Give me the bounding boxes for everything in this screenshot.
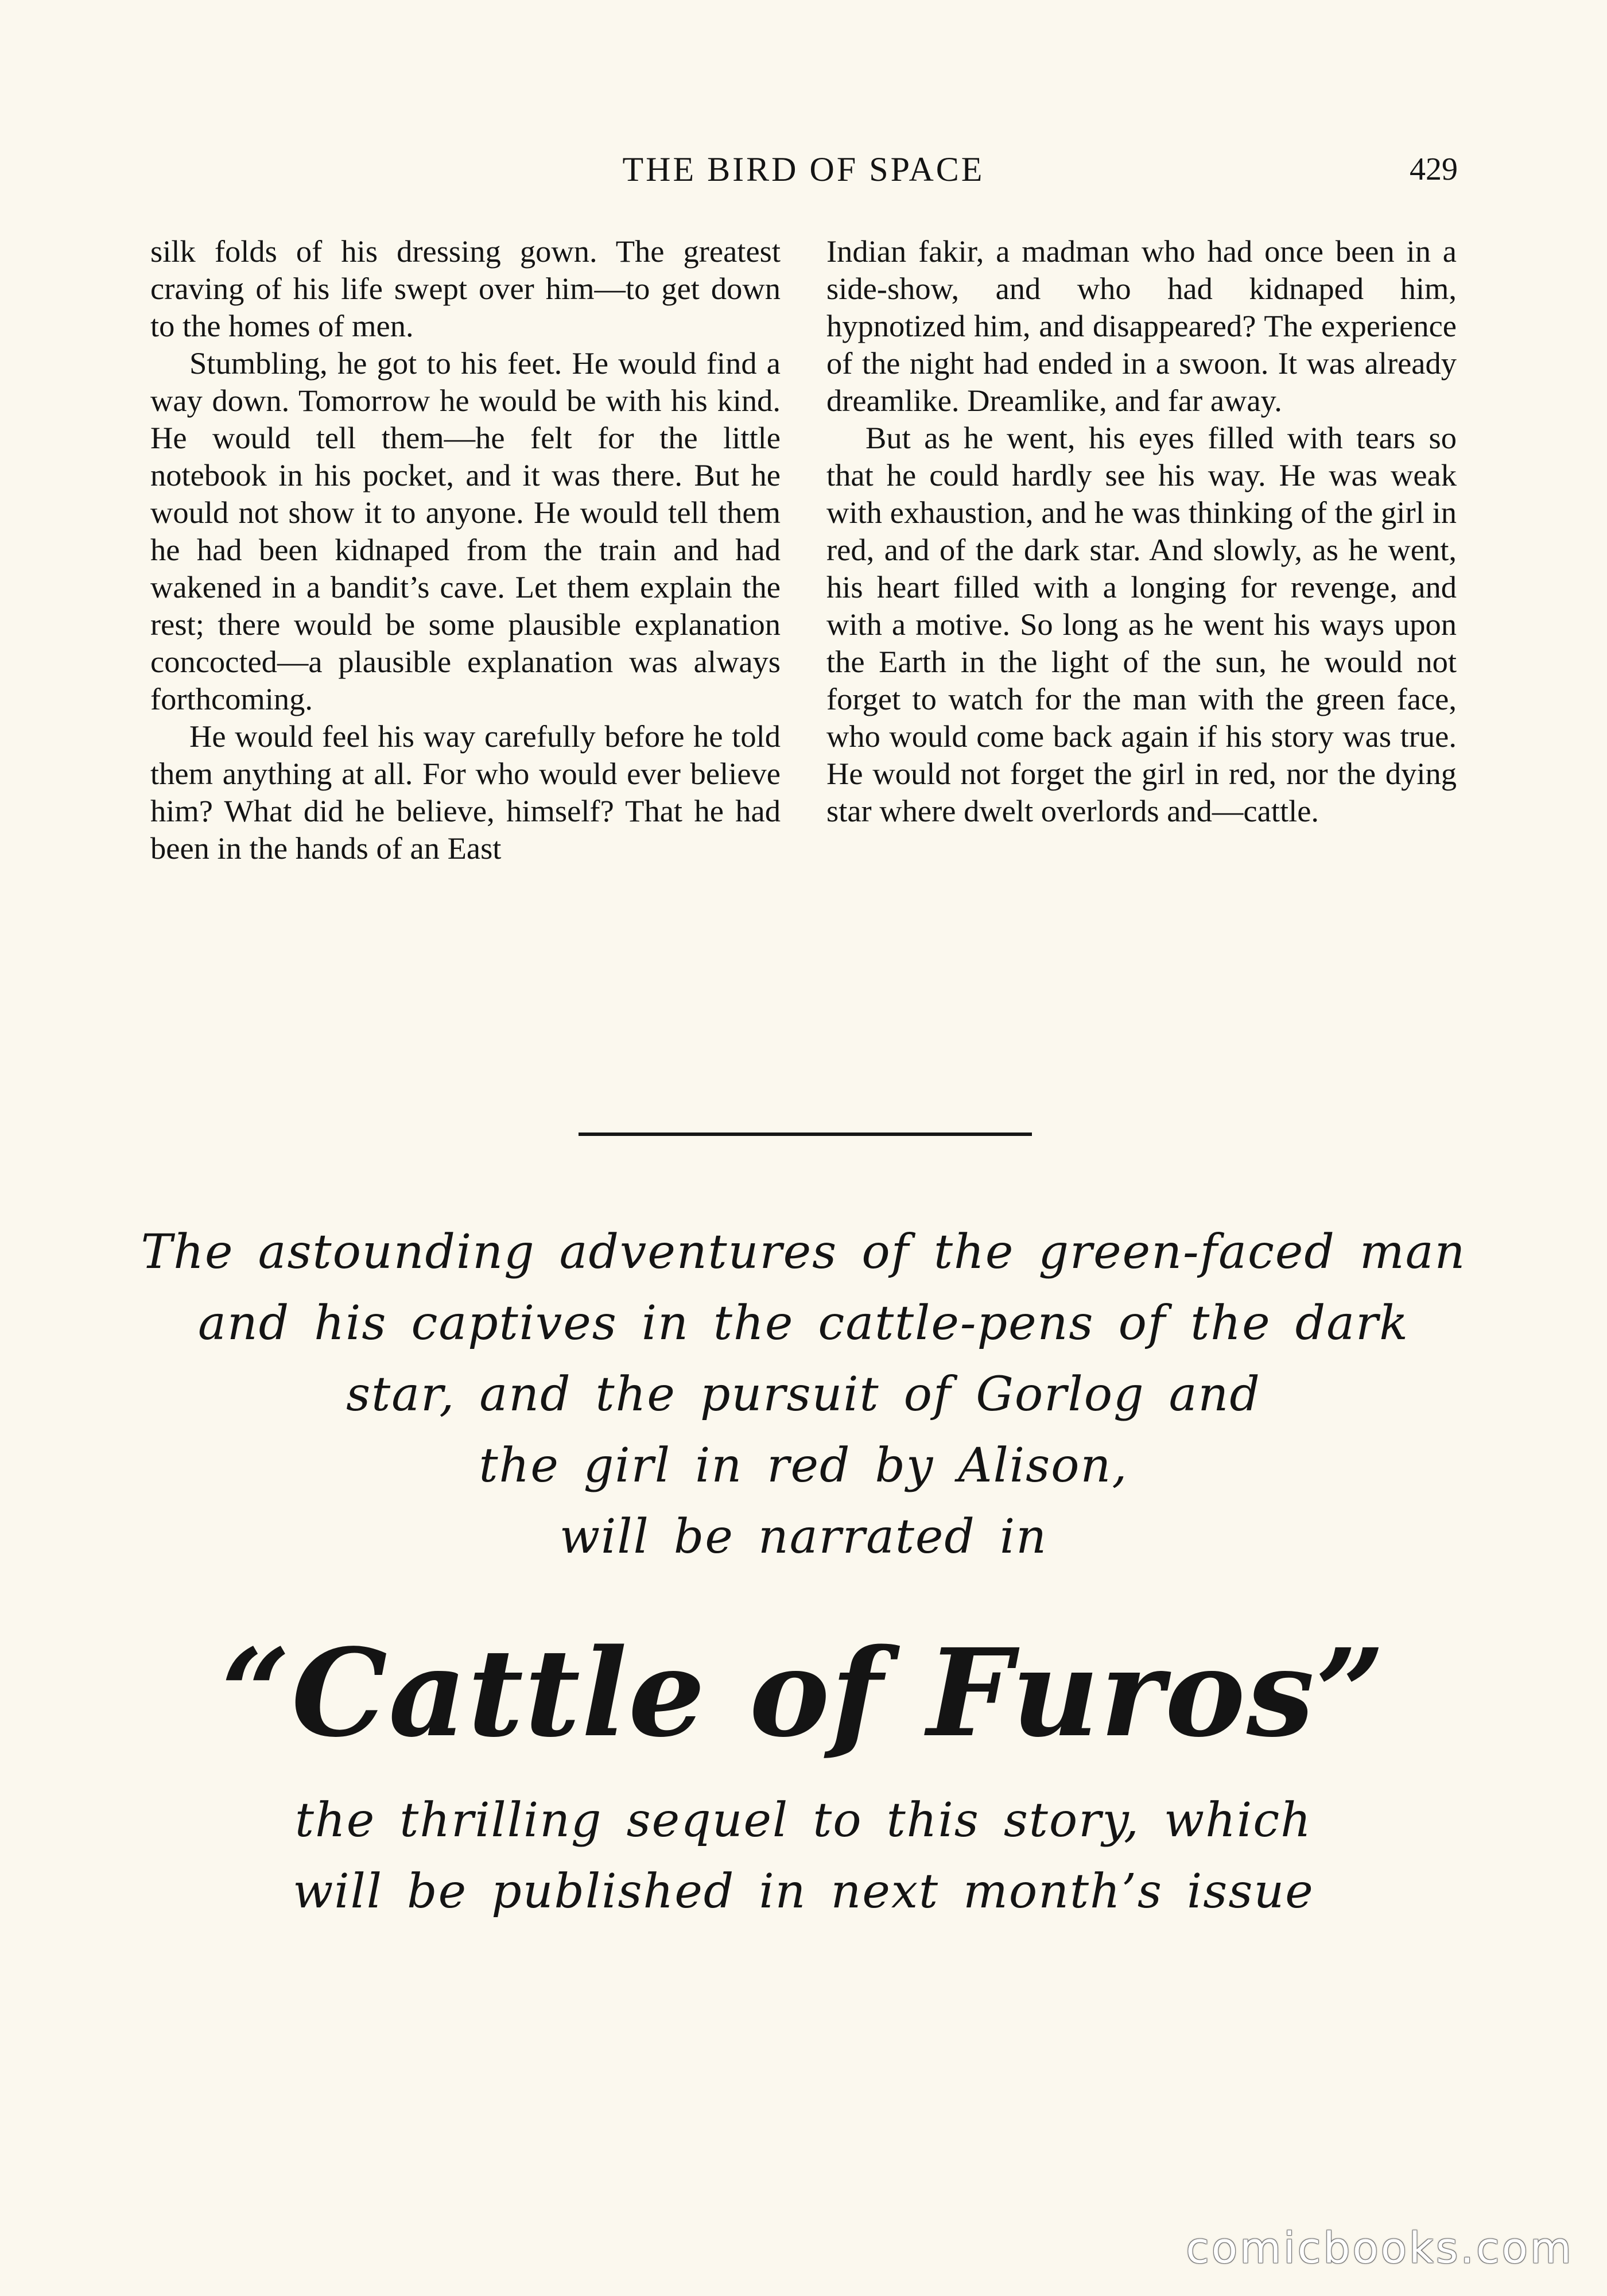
announcement-line: and his captives in the cattle-pens of the dark [198,1296,1409,1351]
announcement-line: star, and the pursuit of Gorlog and [346,1367,1261,1422]
watermark: comicbooks.com [1186,2224,1574,2273]
sequel-note-line: the thrilling sequel to this story, which [295,1793,1312,1848]
sequel-announcement [126,1217,1481,1573]
announcement-line: The astounding adventures of the green-faced man [141,1225,1466,1279]
left-paragraph-2: Stumbling, he got to his feet. He would find a way down. Tomorrow he would be with his kind. He would tell them—he felt for the little notebook in his pocket, and it was there. But he would not show it to anyone. He would tell them he had been kidnaped from the train and had wakened in a bandit’s cave. Let them explain the rest; there would be some plausible explanation concocted—a plausible explanation was always forthcoming. [150,346,781,716]
left-paragraph-3: He would feel his way carefully before he told them anything at all. For who would ever believe him? What did he believe, himself? That he had been in the hands of an East [150,719,781,866]
right-paragraph-1: Indian fakir, a madman who had once been in a side-show, and who had kidnaped him, hypnotized him, and disappeared? The experience of the night had ended in a swoon. It was already dreamlike. Dreamlike, and far away. [826,234,1457,418]
body-columns [150,232,1457,867]
running-head [149,146,1458,192]
sequel-title: “Cattle of Furos” [221,1622,1386,1764]
right-paragraph-2: But as he went, his eyes filled with tears so that he could hardly see his way. He was weak with exhaustion, and he was thinking of the girl in red, and of the dark star. And slowly, as he went, his heart filled with a longing for revenge, and with a motive. So long as he went his ways upon the Earth in the light of the sun, he would not forget to watch for the man with the green face, who would come back again if his story was true. He would not forget the girl in red, nor the dying star where dwelt overlords and—cattle. [826,420,1457,828]
running-title: THE BIRD OF SPACE [622,150,985,188]
left-column [150,232,781,867]
announcement-line: will be narrated in [559,1510,1048,1564]
sequel-note-line: will be published in next month’s issue [293,1864,1314,1919]
sequel-note [126,1785,1481,1927]
announcement-line: the girl in red by Alison, [479,1438,1128,1493]
page-number: 429 [1410,152,1458,187]
section-divider [579,1133,1032,1136]
right-column [826,232,1457,867]
left-paragraph-1: silk folds of his dressing gown. The greatest craving of his life swept over him—to get down to the homes of men. [150,234,781,343]
